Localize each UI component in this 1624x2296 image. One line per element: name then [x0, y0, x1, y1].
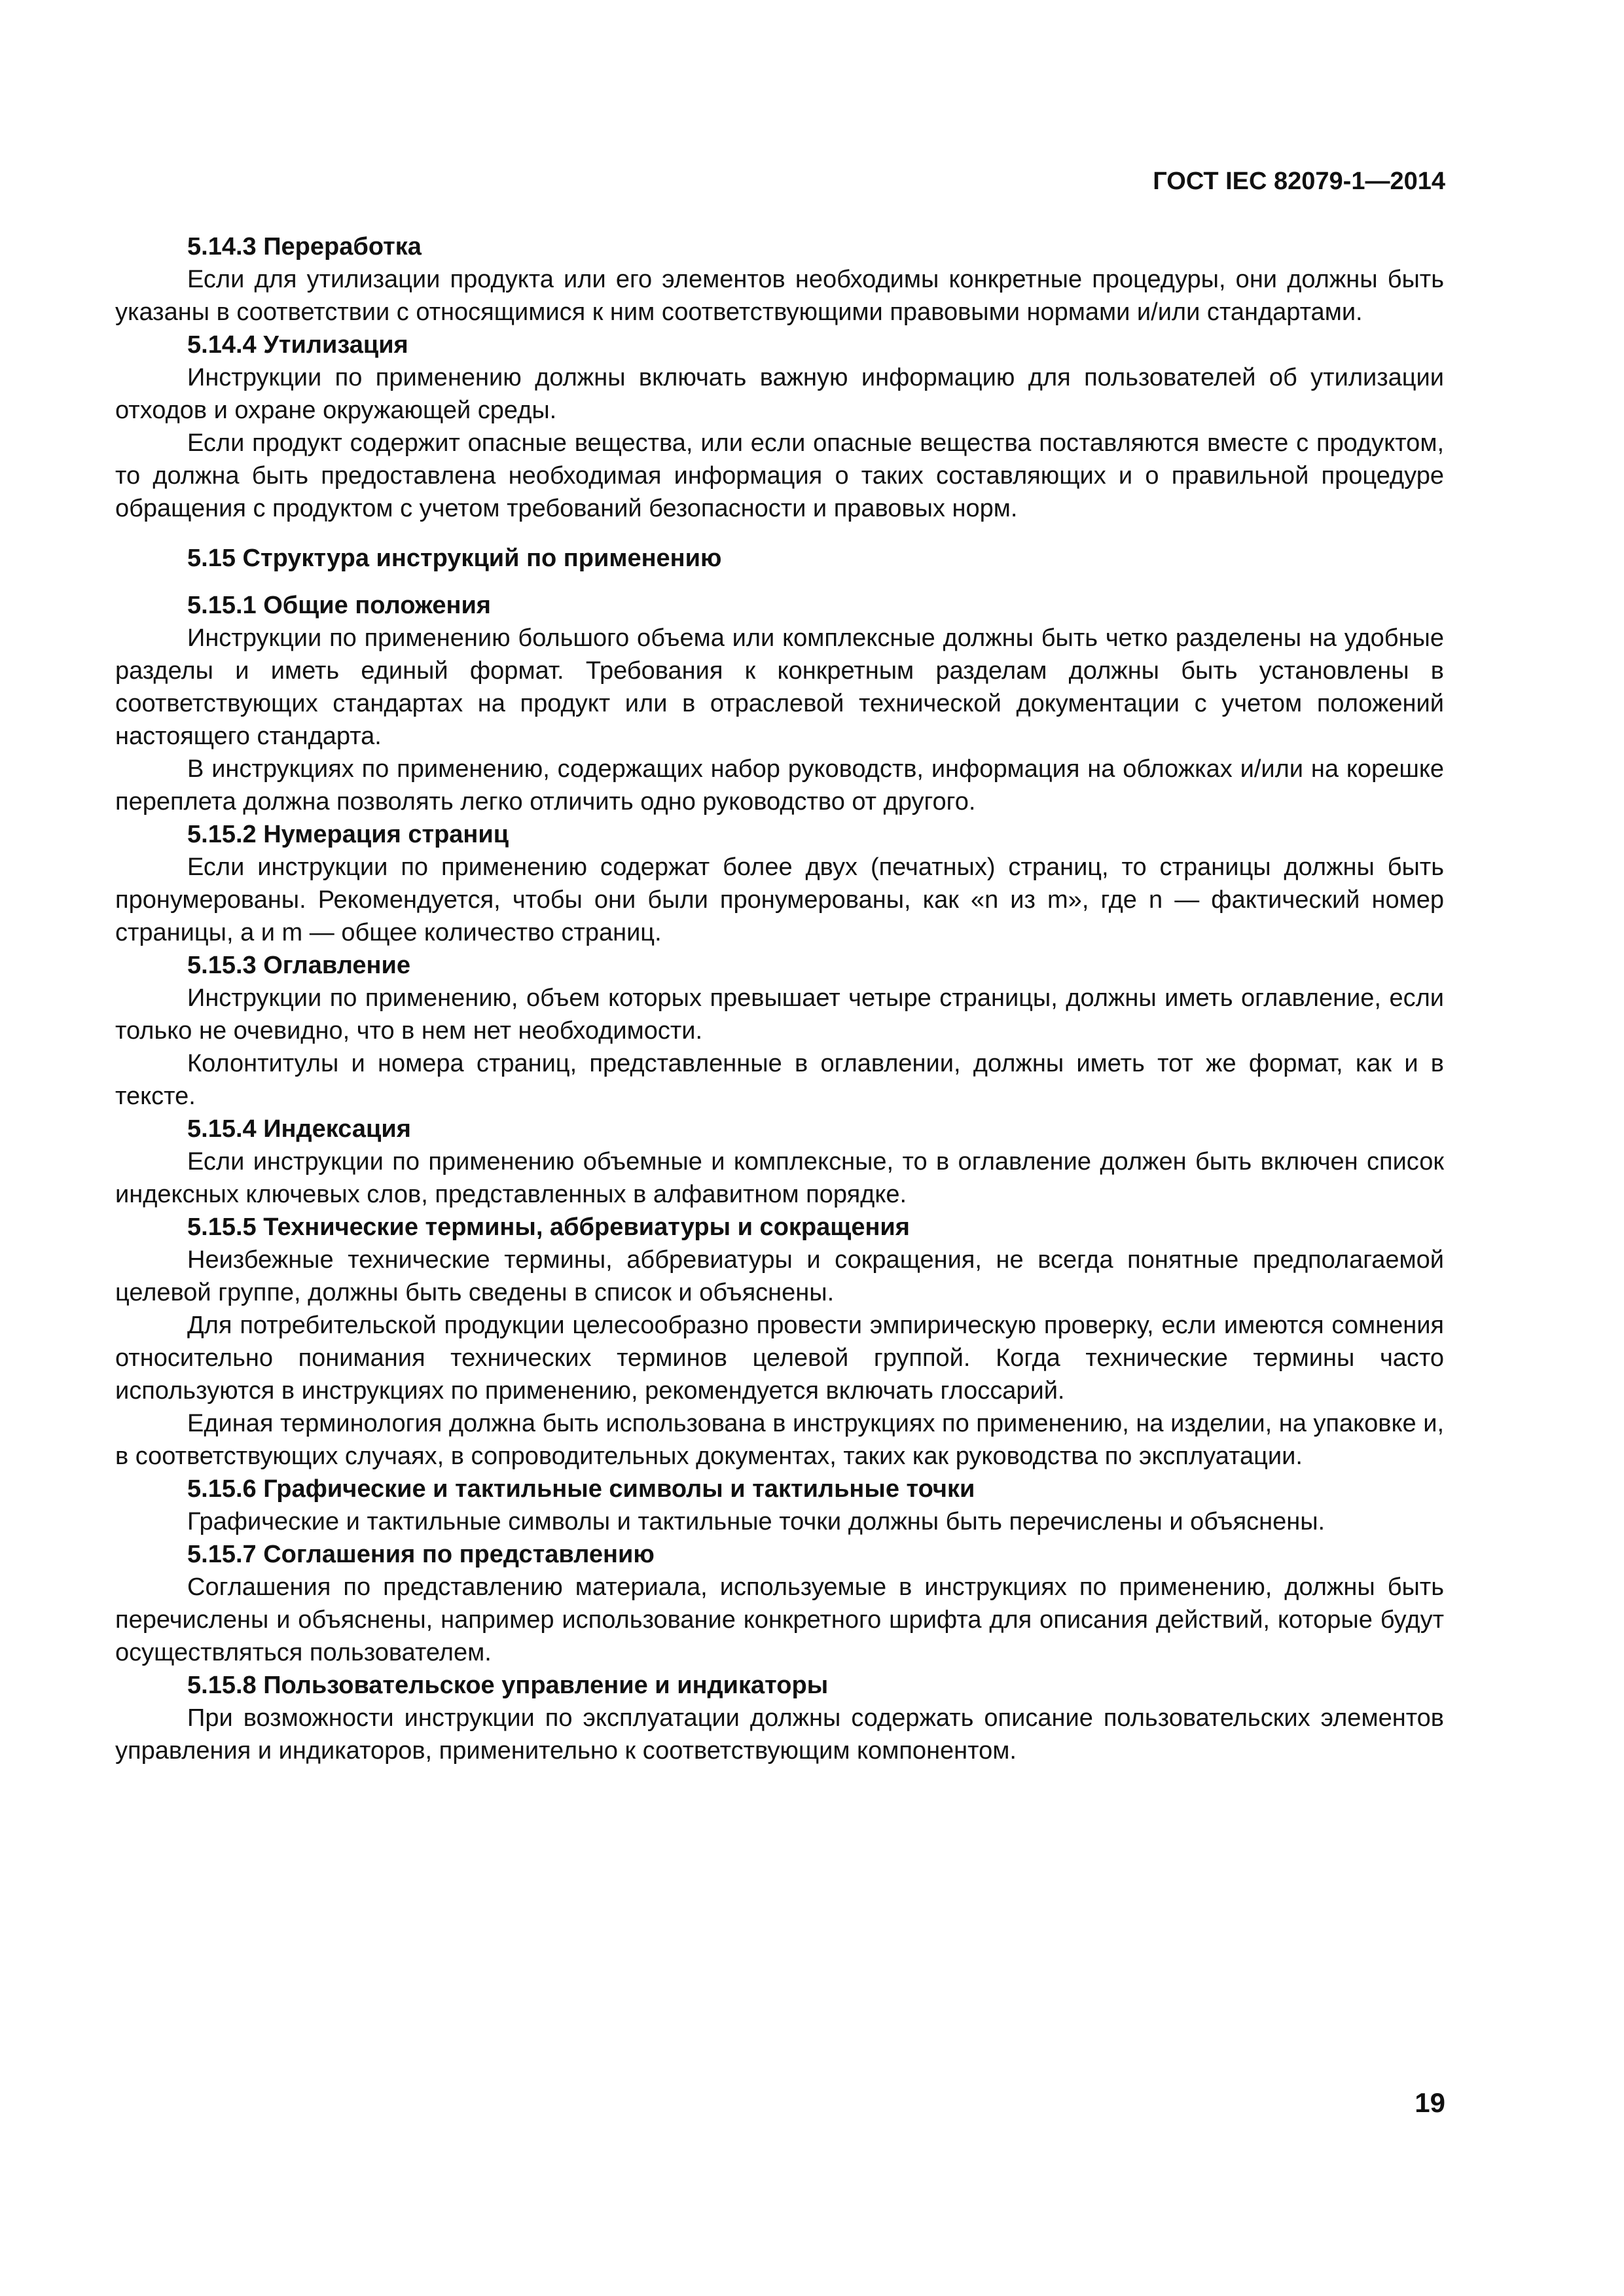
paragraph: Инструкции по применению должны включать важную информацию для пользователей об утилизации отходов и охране окружающей среды.: [115, 364, 1444, 424]
section-heading: 5.15.4 Индексация: [187, 1115, 411, 1143]
paragraph: Соглашения по представлению материала, используемые в инструкциях по применению, должны быть перечислены и объяснены, например использование конкретного шрифта для описания действий, которые будут осуществляться пользователем.: [115, 1573, 1444, 1666]
paragraph: Неизбежные технические термины, аббревиатуры и сокращения, не всегда понятные предполагаемой целевой группе, должны быть сведены в список и объяснены.: [115, 1246, 1444, 1306]
document-code: ГОСТ IEC 82079-1—2014: [1153, 168, 1445, 195]
section-heading: 5.15.1 Общие положения: [187, 592, 491, 619]
section-heading: 5.15.2 Нумерация страниц: [187, 821, 509, 848]
paragraph: Если для утилизации продукта или его элементов необходимы конкретные процедуры, они должны быть указаны в соответствии с относящимися к ним соответствующими правовыми нормами и/или стандартами.: [115, 266, 1444, 326]
section-heading: 5.14.3 Переработка: [187, 233, 422, 260]
document-body: [115, 230, 1444, 1767]
paragraph: Графические и тактильные символы и тактильные точки должны быть перечислены и объяснены.: [187, 1508, 1326, 1535]
section-heading: 5.15.6 Графические и тактильные символы и тактильные точки: [187, 1475, 975, 1503]
section-heading: 5.15.7 Соглашения по представлению: [187, 1541, 655, 1568]
paragraph: При возможности инструкции по эксплуатации должны содержать описание пользовательских элементов управления и индикаторов, применительно к соответствующим компонентом.: [115, 1704, 1444, 1765]
paragraph: Если инструкции по применению объемные и комплексные, то в оглавление должен быть включен список индексных ключевых слов, представленных в алфавитном порядке.: [115, 1148, 1444, 1208]
section-heading: 5.15.8 Пользовательское управление и индикаторы: [187, 1672, 829, 1699]
paragraph: Если продукт содержит опасные вещества, или если опасные вещества поставляются вместе с продуктом, то должна быть предоставлена необходимая информация о таких составляющих и о правильной процедуре обращения с продуктом с учетом требований безопасности и правовых норм.: [115, 429, 1444, 522]
paragraph: Инструкции по применению большого объема или комплексные должны быть четко разделены на удобные разделы и иметь единый формат. Требования к конкретным разделам должны быть установлены в соответствующих стандартах на продукт или в отраслевой технической документации с учетом положений настоящего стандарта.: [115, 624, 1444, 750]
paragraph: Колонтитулы и номера страниц, представленные в оглавлении, должны иметь тот же формат, как и в тексте.: [115, 1050, 1444, 1110]
section-heading: 5.15.3 Оглавление: [187, 952, 410, 979]
paragraph: Инструкции по применению, объем которых превышает четыре страницы, должны иметь оглавление, если только не очевидно, что в нем нет необходимости.: [115, 984, 1444, 1045]
paragraph: Для потребительской продукции целесообразно провести эмпирическую проверку, если имеются сомнения относительно понимания технических терминов целевой группой. Когда технические термины часто используются в инструкциях по применению, рекомендуется включать глоссарий.: [115, 1312, 1444, 1405]
page-number: 19: [1415, 2087, 1445, 2118]
paragraph: Если инструкции по применению содержат более двух (печатных) страниц, то страницы должны быть пронумерованы. Рекомендуется, чтобы они были пронумерованы, как «n из m», где n — фактический номер страницы, а и m — общее количество страниц.: [115, 853, 1444, 946]
paragraph: В инструкциях по применению, содержащих набор руководств, информация на обложках и/или на корешке переплета должна позволять легко отличить одно руководство от другого.: [115, 755, 1444, 816]
section-heading: 5.15 Структура инструкций по применению: [187, 545, 722, 572]
section-heading: 5.14.4 Утилизация: [187, 331, 408, 359]
paragraph: Единая терминология должна быть использована в инструкциях по применению, на изделии, на упаковке и, в соответствующих случаях, в сопроводительных документах, таких как руководства по эксплуатации.: [115, 1410, 1444, 1470]
section-heading: 5.15.5 Технические термины, аббревиатуры и сокращения: [187, 1213, 910, 1241]
